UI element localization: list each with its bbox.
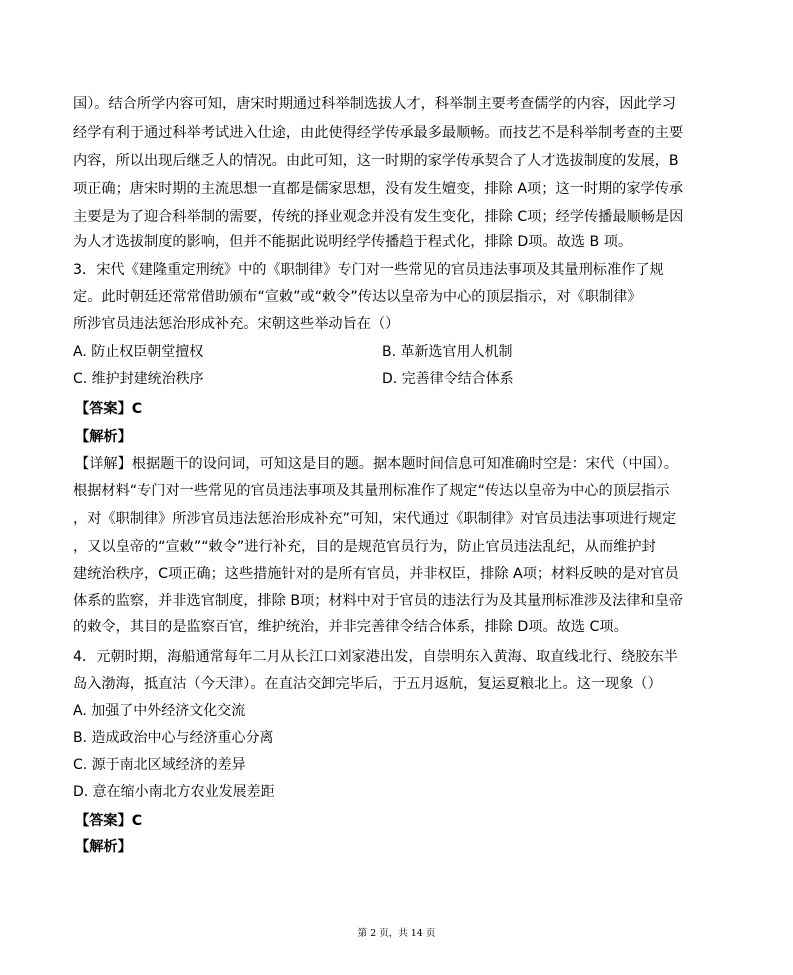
q2-analysis-line: 内容，所以出现后继乏人的情况。由此可知，这一时期的家学传承契合了人才选拔制度的发展，B (73, 153, 679, 169)
q3-option-d: D. 完善律令结合体系 (382, 371, 514, 387)
q3-option-c: C. 维护封建统治秩序 (73, 371, 204, 387)
q4-option-a: A. 加强了中外经济文化交流 (73, 703, 246, 719)
q3-option-a: A. 防止权臣朝堂擅权 (73, 344, 204, 360)
q4-option-b: B. 造成政治中心与经济重心分离 (73, 730, 274, 746)
q4-option-d: D. 意在缩小南北方农业发展差距 (73, 784, 275, 800)
q3-stem-line: 所涉官员违法惩治形成补充。宋朝这些举动旨在（） (73, 316, 400, 332)
q2-analysis-line: 主要是为了迎合科举制的需要，传统的择业观念并没有发生变化，排除 C项；经学传播最顺畅是因 (73, 209, 684, 225)
page-footer: 第 2 页，共 14 页 (357, 928, 436, 939)
q4-stem-line: 4．元朝时期，海船通常每年二月从长江口刘家港出发，自崇明东入黄海、取直线北行、绕胶东半 (73, 649, 678, 665)
q3-detail-line: 【详解】根据题干的设问词，可知这是目的题。据本题时间信息可知准确时空是：宋代（中国）。 (75, 456, 678, 472)
q3-analysis-label: 【解析】 (75, 429, 132, 445)
q3-detail-line: 的敕令，其目的是监察百官，维护统治，并非完善律令结合体系，排除 D项。故选 C项。 (73, 619, 628, 635)
q4-stem-line: 岛入渤海，抵直沽（今天津）。在直沽交卸完毕后，于五月返航，复运夏粮北上。这一现象（） (73, 676, 662, 692)
q4-analysis-label: 【解析】 (75, 839, 132, 855)
q3-detail-line: 根据材料“专门对一些常见的官员违法事项及其量刑标准作了规定“传达以皇帝为中心的顶层指示 (73, 483, 670, 499)
q2-analysis-line: 为人才选拔制度的影响，但并不能据此说明经学传播趋于程式化，排除 D项。故选 B 项。 (73, 234, 633, 250)
q3-detail-line: 建统治秩序，C项正确；这些措施针对的是所有官员，并非权臣，排除 A项；材料反映的是对官员 (73, 566, 679, 582)
q3-answer: 【答案】C (75, 401, 143, 417)
q2-analysis-line: 项正确；唐宋时期的主流思想一直都是儒家思想，没有发生嬗变，排除 A项；这一时期的家学传承 (73, 181, 684, 197)
q4-answer: 【答案】C (75, 813, 143, 829)
q4-option-c: C. 源于南北区域经济的差异 (73, 757, 246, 773)
q3-stem-line: 3．宋代《建隆重定刑统》中的《职制律》专门对一些常见的官员违法事项及其量刑标准作了规 (73, 262, 664, 278)
q3-detail-line: 体系的监察，并非选官制度，排除 B项；材料中对于官员的违法行为及其量刑标准涉及法律和皇帝 (73, 593, 684, 609)
q3-option-b: B. 革新选官用人机制 (382, 344, 513, 360)
q3-detail-line: ，又以皇帝的“宣敕”“敕令”进行补充，目的是规范官员行为，防止官员违法乱纪，从而维护封 (73, 539, 656, 555)
q3-stem-line: 定。此时朝廷还常常借助颁布“宣敕”或“敕令”传达以皇帝为中心的顶层指示，对《职制律》 (73, 289, 642, 305)
q2-analysis-line: 国）。结合所学内容可知，唐宋时期通过科举制选拔人才，科举制主要考查儒学的内容，因此学习 (73, 96, 676, 112)
q3-detail-line: ，对《职制律》所涉官员违法惩治形成补充”可知，宋代通过《职制律》对官员违法事项进行规定 (73, 511, 677, 527)
q2-analysis-line: 经学有利于通过科举考试进入仕途，由此使得经学传承最多最顺畅。而技艺不是科举制考查的主要 (73, 125, 684, 141)
